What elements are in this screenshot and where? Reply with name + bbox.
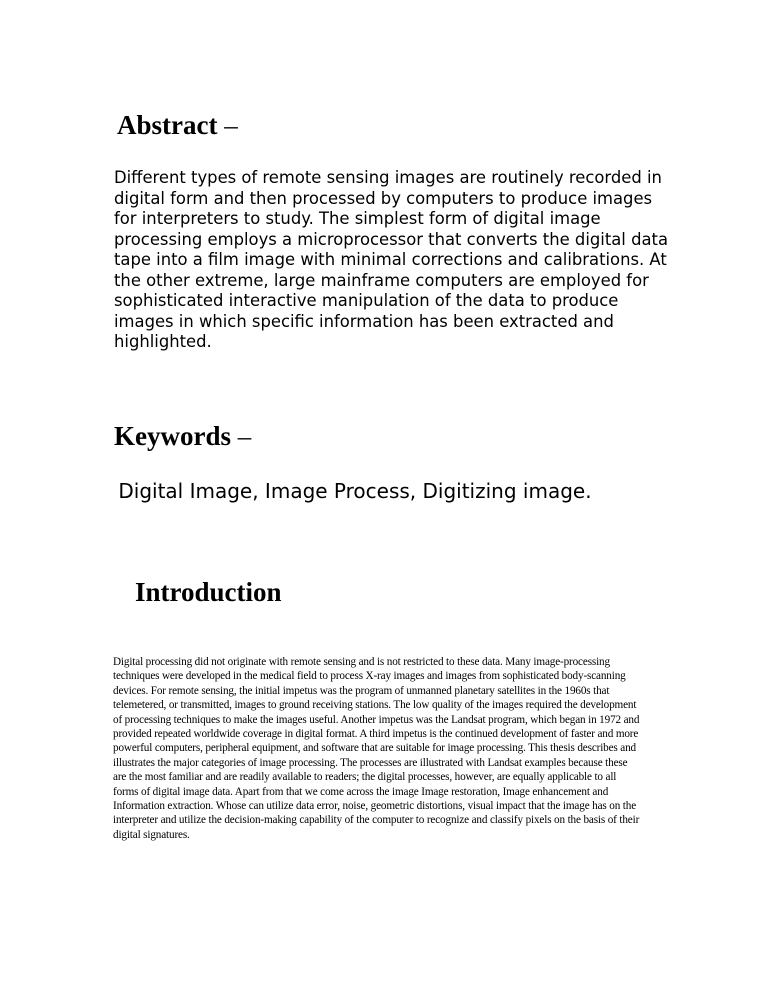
keywords-text: Digital Image, Image Process, Digitizing image. <box>112 479 592 503</box>
introduction-heading-title: Introduction <box>135 577 282 607</box>
abstract-heading-title: Abstract <box>117 110 218 140</box>
introduction-heading <box>135 575 282 609</box>
abstract-heading <box>117 108 238 142</box>
abstract-text: Different types of remote sensing images are routinely recorded in digital form and then processed by computers to produce images for interpreters to study. The simplest form of digital image processing employs a microprocessor that converts the digital data tape into a film image with minimal corrections and calibrations. At the other extreme, large mainframe computers are employed for sophisticated interactive manipulation of the data to produce images in which specific information has been extracted and highlighted. <box>114 168 668 351</box>
keywords-heading-title: Keywords <box>114 421 231 451</box>
introduction-text: Digital processing did not originate with remote sensing and is not restricted to these data. Many image-processing techniques were developed in the medical field to process X-ray images and images from sophisticated body-scanning devices. For remote sensing, the initial impetus was the program of unmanned planetary satellites in the 1960s that telemetered, or transmitted, images to ground receiving stations. The low quality of the images required the development of processing techniques to make the images useful. Another impetus was the Landsat program, which began in 1972 and provided repeated worldwide coverage in digital format. A third impetus is the continued development of faster and more powerful computers, peripheral equipment, and software that are suitable for image processing. This thesis describes and illustrates the major categories of image processing. The processes are illustrated with Landsat examples because these are the most familiar and are readily available to readers; the digital processes, however, are equally applicable to all forms of digital image data. Apart from that we come across the image Image restoration, Image enhancement and Information extraction. Whose can utilize data error, noise, geometric distortions, visual impact that the image has on the interpreter and utilize the decision-making capability of the computer to recognize and classify pixels on the basis of their digital signatures. <box>113 656 640 841</box>
keywords-heading <box>114 419 251 453</box>
abstract-heading-dash: – <box>217 110 238 140</box>
keywords-heading-dash: – <box>231 421 252 451</box>
